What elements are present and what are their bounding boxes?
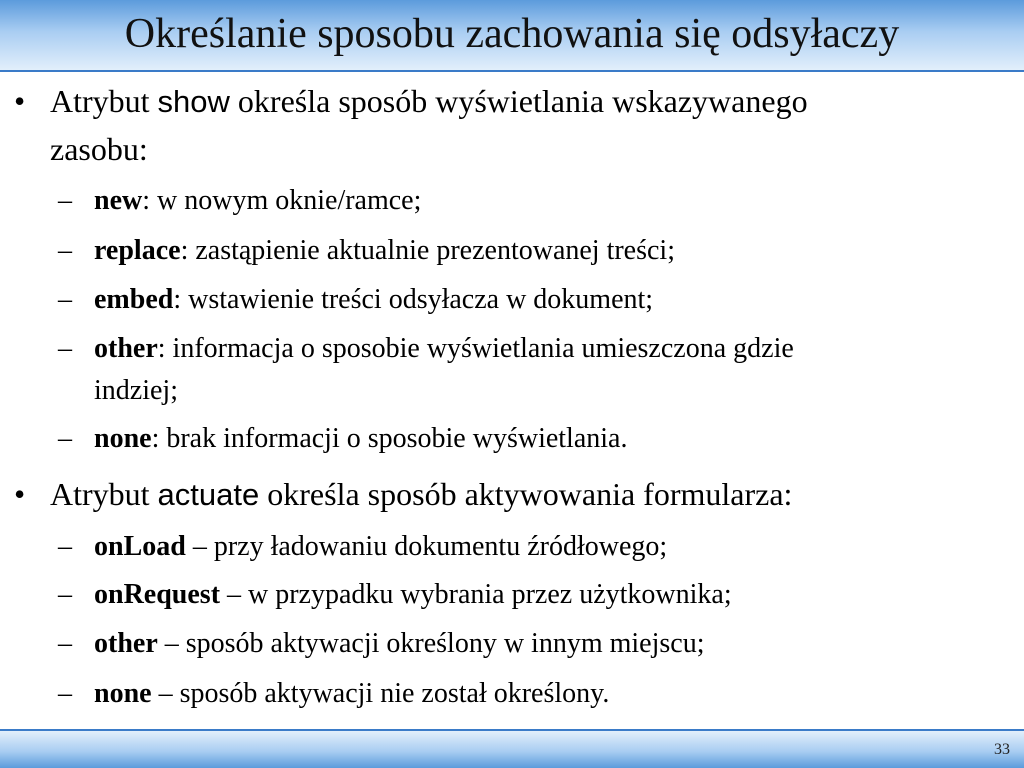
- bullet-marker: •: [14, 476, 26, 512]
- list-item-text: [94, 230, 994, 271]
- dash-marker: –: [58, 333, 72, 364]
- description: – w przypadku wybrania przez użytkownika;: [220, 579, 732, 610]
- dash-marker: –: [58, 423, 72, 454]
- description-continuation: indziej;: [94, 375, 178, 406]
- footer-bar: [0, 729, 1024, 768]
- term: none: [94, 678, 152, 709]
- page-number: 33: [994, 741, 1010, 758]
- description: – sposób aktywacji określony w innym miejscu;: [157, 628, 705, 659]
- term: replace: [94, 235, 181, 266]
- attribute-keyword-show: show: [157, 84, 230, 119]
- description: : zastąpienie aktualnie prezentowanej treści;: [180, 235, 675, 266]
- attribute-keyword-actuate: actuate: [157, 477, 260, 512]
- term: other: [94, 628, 158, 659]
- description: : brak informacji o sposobie wyświetlania.: [151, 423, 628, 454]
- list-item-text: [94, 180, 994, 221]
- bullet-prefix: Atrybut: [50, 83, 158, 119]
- dash-marker: –: [58, 235, 72, 266]
- term: onRequest: [94, 579, 221, 610]
- dash-marker: –: [58, 628, 72, 659]
- term: other: [94, 333, 158, 364]
- dash-marker: –: [58, 678, 72, 709]
- bullet-text-continuation: zasobu:: [50, 131, 148, 167]
- term: none: [94, 423, 152, 454]
- bullet-marker: •: [14, 83, 26, 119]
- description: – sposób aktywacji nie został określony.: [151, 678, 610, 709]
- bullet-prefix: Atrybut: [50, 476, 158, 512]
- dash-marker: –: [58, 185, 72, 216]
- description: – przy ładowaniu dokumentu źródłowego;: [185, 531, 668, 562]
- list-item-text: [94, 623, 994, 664]
- list-item-text: [94, 673, 994, 714]
- list-item-text: [94, 279, 994, 320]
- dash-marker: –: [58, 579, 72, 610]
- title-bar: [0, 0, 1024, 72]
- bullet-text: [50, 471, 1010, 518]
- list-item-text: [94, 574, 994, 615]
- dash-marker: –: [58, 284, 72, 315]
- bullet-text: [50, 78, 1010, 125]
- bullet-text-rest: określa sposób aktywowania formularza:: [259, 476, 793, 512]
- slide-title: Określanie sposobu zachowania się odsyłaczy: [124, 11, 900, 57]
- list-item-text: [94, 526, 994, 567]
- term: new: [94, 185, 143, 216]
- term: embed: [94, 284, 174, 315]
- list-item-text: [94, 418, 994, 459]
- term: onLoad: [94, 531, 186, 562]
- description: : w nowym oknie/ramce;: [142, 185, 422, 216]
- dash-marker: –: [58, 531, 72, 562]
- bullet-text-rest: określa sposób wyświetlania wskazywanego: [229, 83, 808, 119]
- list-item-text: [94, 328, 994, 369]
- description: : informacja o sposobie wyświetlania umieszczona gdzie: [157, 333, 794, 364]
- description: : wstawienie treści odsyłacza w dokument;: [173, 284, 654, 315]
